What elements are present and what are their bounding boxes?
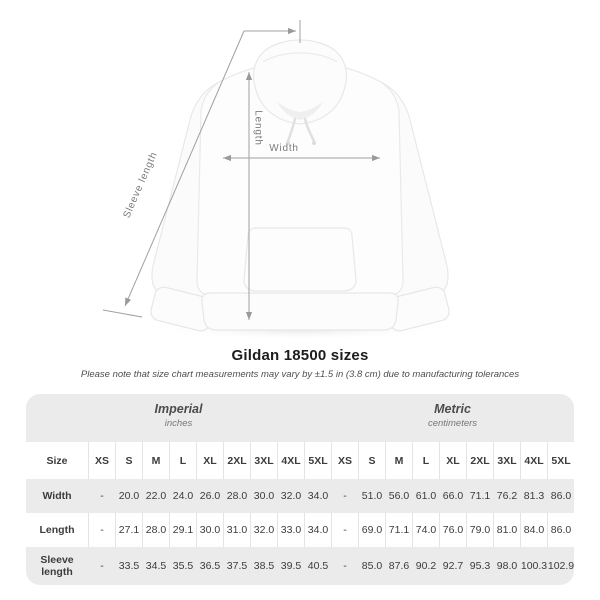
measurement-cell: 35.5 <box>172 560 194 572</box>
size-column-header: XL <box>439 442 466 479</box>
size-column-header: 2XL <box>466 442 493 479</box>
size-chart-table <box>26 394 574 585</box>
size-column-header: 5XL <box>304 442 331 479</box>
metric-group-header <box>331 394 574 442</box>
measurement-cell: 69.0 <box>358 513 385 547</box>
measurement-cell: 39.5 <box>280 560 302 572</box>
size-header-label: Size <box>46 454 68 467</box>
measurement-cell: 38.5 <box>253 560 275 572</box>
page-title: Gildan 18500 sizes <box>231 347 369 364</box>
measurement-cell: 92.7 <box>442 560 464 572</box>
measurement-cell: 86.0 <box>550 490 572 502</box>
unit-group-header-row <box>26 394 574 442</box>
imperial-group-label: Imperial <box>154 402 203 416</box>
measurement-cell: 20.0 <box>118 490 140 502</box>
hoodie-image <box>149 40 451 340</box>
measurement-cell: 37.5 <box>226 560 248 572</box>
size-column-header: S <box>358 442 385 479</box>
measurement-cell: 98.0 <box>496 560 518 572</box>
width-row <box>26 479 574 513</box>
size-column-header: 3XL <box>250 442 277 479</box>
measurement-cell: - <box>88 513 115 547</box>
measurement-cell: 71.1 <box>385 513 412 547</box>
measurement-cell: 29.1 <box>169 513 196 547</box>
imperial-group-header <box>26 394 331 442</box>
measurement-cell: - <box>331 513 358 547</box>
measurement-cell: 79.0 <box>466 513 493 547</box>
measurement-cell: 34.5 <box>145 560 167 572</box>
row-label: Width <box>42 490 72 502</box>
measurement-cell: 31.0 <box>223 513 250 547</box>
measurement-cell: 84.0 <box>520 513 547 547</box>
measurement-cell: 66.0 <box>442 490 464 502</box>
size-column-header: 5XL <box>547 442 574 479</box>
measurement-cell: 32.0 <box>250 513 277 547</box>
measurement-cell: - <box>100 560 104 572</box>
measurement-cell: 76.2 <box>496 490 518 502</box>
measurement-cell: 81.0 <box>493 513 520 547</box>
measurement-cell: 76.0 <box>439 513 466 547</box>
measurement-cell: 87.6 <box>388 560 410 572</box>
measurement-cell: 102.9 <box>547 560 574 572</box>
length-label: Length <box>252 110 264 146</box>
measurement-cell: 27.1 <box>115 513 142 547</box>
measurement-cell: 33.5 <box>118 560 140 572</box>
size-column-header: 4XL <box>277 442 304 479</box>
measurement-cell: - <box>343 560 347 572</box>
size-column-header: L <box>169 442 196 479</box>
measurement-cell: 28.0 <box>226 490 248 502</box>
measurement-cell: 56.0 <box>388 490 410 502</box>
size-column-header: XL <box>196 442 223 479</box>
size-column-header: 2XL <box>223 442 250 479</box>
width-label: Width <box>269 143 299 154</box>
size-column-header: L <box>412 442 439 479</box>
measurement-cell: 36.5 <box>199 560 221 572</box>
size-column-header: M <box>142 442 169 479</box>
measurement-cell: 24.0 <box>172 490 194 502</box>
measurement-cell: 85.0 <box>361 560 383 572</box>
size-column-header: 3XL <box>493 442 520 479</box>
size-column-header: 4XL <box>520 442 547 479</box>
measurement-cell: 22.0 <box>145 490 167 502</box>
measurement-cell: 30.0 <box>196 513 223 547</box>
length-row <box>26 513 574 547</box>
sleeve-length-label: Sleeve length <box>121 150 160 220</box>
measurement-cell: 71.1 <box>469 490 491 502</box>
measurement-cell: 26.0 <box>199 490 221 502</box>
measurement-cell: 34.0 <box>304 513 331 547</box>
measurement-cell: 90.2 <box>415 560 437 572</box>
size-column-header: XS <box>88 442 115 479</box>
row-label: Sleeve length <box>40 554 74 578</box>
metric-group-unit: centimeters <box>427 418 478 429</box>
measurement-cell: 30.0 <box>253 490 275 502</box>
measurement-cell: - <box>100 490 104 502</box>
measurement-cell: 100.3 <box>520 560 548 572</box>
size-column-header: XS <box>331 442 358 479</box>
measurement-cell: 61.0 <box>415 490 437 502</box>
imperial-group-unit: inches <box>164 418 193 429</box>
measurement-cell: 74.0 <box>412 513 439 547</box>
metric-group-label: Metric <box>434 402 471 416</box>
measurement-cell: 40.5 <box>307 560 329 572</box>
sleeve-length-row <box>26 547 574 585</box>
measurement-cell: 81.3 <box>523 490 545 502</box>
measurement-cell: 95.3 <box>469 560 491 572</box>
size-column-header: M <box>385 442 412 479</box>
measurement-cell: 51.0 <box>361 490 383 502</box>
size-column-header: S <box>115 442 142 479</box>
size-header-row <box>26 442 574 479</box>
measurement-cell: 33.0 <box>277 513 304 547</box>
row-label: Length <box>39 524 75 536</box>
measurement-cell: 86.0 <box>547 513 574 547</box>
tolerance-note: Please note that size chart measurements may vary by ±1.5 in (3.8 cm) due to manufacturing tolerances <box>80 369 520 380</box>
measurement-cell: 34.0 <box>307 490 329 502</box>
measurement-cell: - <box>343 490 347 502</box>
measurement-cell: 32.0 <box>280 490 302 502</box>
measurement-cell: 28.0 <box>142 513 169 547</box>
